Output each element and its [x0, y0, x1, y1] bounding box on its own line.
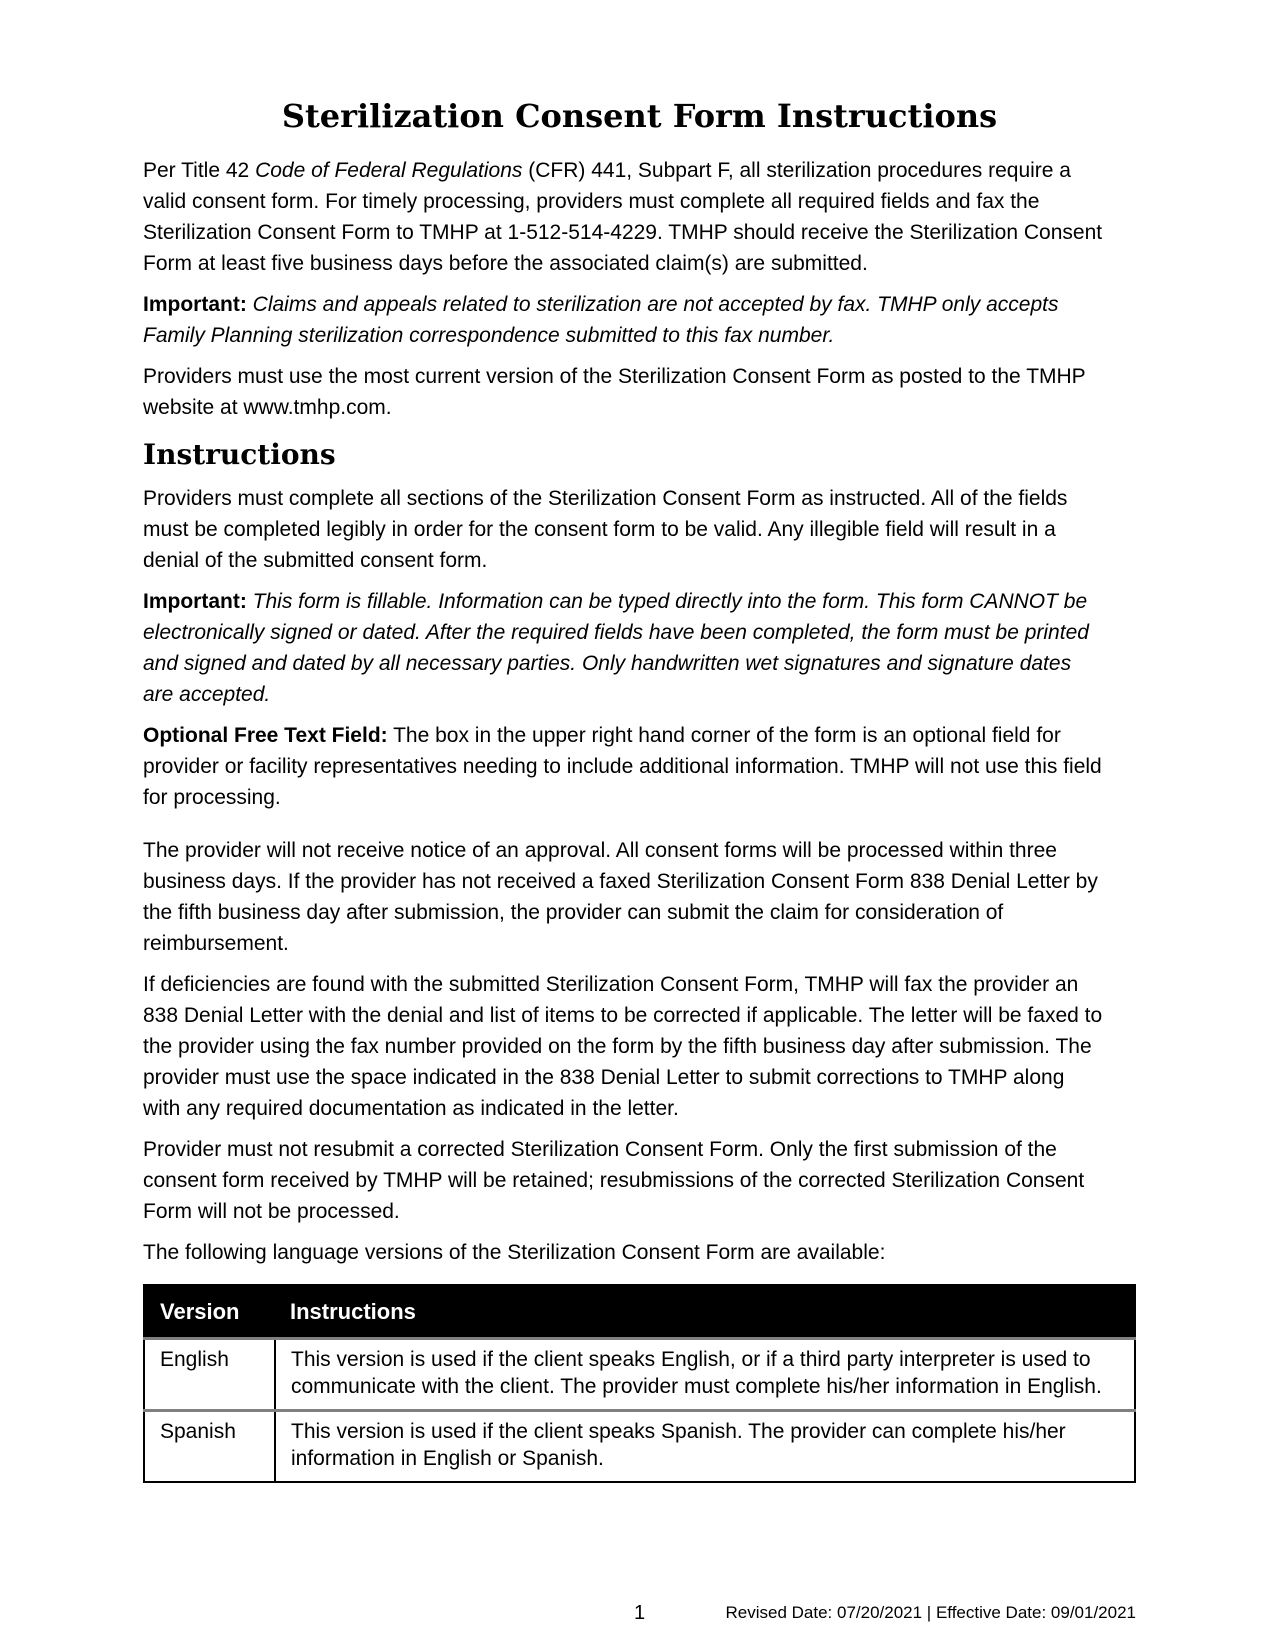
page-footer — [143, 1599, 1136, 1627]
table-header-version: Version — [144, 1285, 275, 1339]
regulations-citation: Code of Federal Regulations — [255, 159, 523, 182]
paragraph-regulations — [143, 155, 1105, 279]
paragraph-deficiencies: If deficiencies are found with the submitted Sterilization Consent Form, TMHP will fax the provider an 838 Denial Letter with the denial and list of items to be corrected if applicable. The letter will be faxed to the provider using the fax number provided on the form by the fifth business day after submission. The provider must use the space indicated in the 838 Denial Letter to submit corrections to TMHP along with any required documentation as indicated in the letter. — [143, 973, 1103, 1120]
important-fax-text: Claims and appeals related to sterilization are not accepted by fax. TMHP only accepts Family Planning sterilization correspondence submitted to this fax number. — [143, 293, 1059, 347]
important-fillable-label: Important: — [143, 590, 247, 613]
regulations-pre-text: Per Title 42 — [143, 159, 256, 182]
paragraph-important-fax — [143, 289, 1105, 351]
paragraph-optional-field — [143, 720, 1105, 813]
cell-instructions-spanish: This version is used if the client speaks Spanish. The provider can complete his/her information in English or Spanish. — [275, 1411, 1135, 1483]
table-row-english — [144, 1339, 1135, 1411]
optional-field-text: The box in the upper right hand corner of the form is an optional field for provider or facility representatives needing to include additional information. TMHP will not use this field for processing. — [143, 724, 1102, 809]
paragraph-current-version: Providers must use the most current version of the Sterilization Consent Form as posted to the TMHP website at www.tmhp.com. — [143, 365, 1086, 419]
paragraph-approval-notice: The provider will not receive notice of an approval. All consent forms will be processed within three business days. If the provider has not received a faxed Sterilization Consent Form 838 Denial Letter by the fifth business day after submission, the provider can submit the claim for consideration of reimbursement. — [143, 839, 1098, 955]
table-header-instructions: Instructions — [275, 1285, 1135, 1339]
paragraph-complete-all: Providers must complete all sections of the Sterilization Consent Form as instructed. All of the fields must be completed legibly in order for the consent form to be valid. Any illegible field will result in a denial of the submitted consent form. — [143, 487, 1068, 572]
versions-table — [143, 1284, 1136, 1483]
regulations-post-text: (CFR) 441, Subpart F, all sterilization procedures require a valid consent form. For timely processing, providers must complete all required fields and fax the Sterilization Consent Form to TMHP at 1-512-514-4229. TMHP should receive the Sterilization Consent Form at least five business days before the associated claim(s) are submitted. — [143, 159, 1103, 275]
optional-field-label: Optional Free Text Field: — [143, 724, 388, 747]
table-row-spanish — [144, 1411, 1135, 1483]
important-fax-label: Important: — [143, 293, 247, 316]
paragraph-important-fillable — [143, 586, 1105, 710]
footer-page-number: 1 — [633, 1602, 646, 1624]
paragraph-versions-intro: The following language versions of the Sterilization Consent Form are available: — [143, 1241, 886, 1264]
cell-version-spanish: Spanish — [144, 1411, 275, 1483]
important-fillable-text: This form is fillable. Information can be typed directly into the form. This form CANNOT be electronically signed or dated. After the required fields have been completed, the form must be printed and signed and dated by all necessary parties. Only handwritten wet signatures and signature dates are accepted. — [143, 590, 1089, 706]
page-title: Sterilization Consent Form Instructions — [281, 97, 998, 135]
paragraph-resubmit: Provider must not resubmit a corrected Sterilization Consent Form. Only the first submission of the consent form received by TMHP will be retained; resubmissions of the corrected Sterilization Consent Form will not be processed. — [143, 1138, 1085, 1223]
footer-revision-date: Revised Date: 07/20/2021 | Effective Date: 09/01/2021 — [725, 1603, 1136, 1622]
cell-version-english: English — [144, 1339, 275, 1411]
versions-table-header-row — [144, 1285, 1135, 1339]
section-heading-instructions: Instructions — [143, 438, 336, 471]
cell-instructions-english: This version is used if the client speaks English, or if a third party interpreter is used to communicate with the client. The provider must complete his/her information in English. — [275, 1339, 1135, 1411]
